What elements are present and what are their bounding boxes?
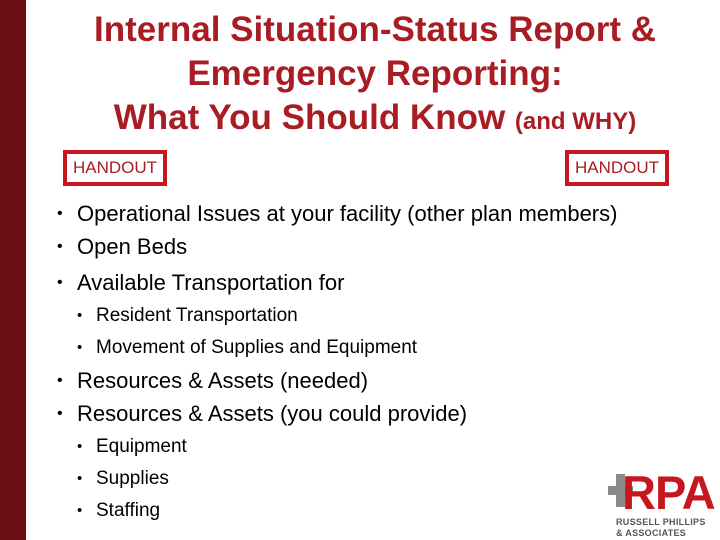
bullet-dot-icon: • xyxy=(57,238,63,255)
sub-bullet-text: Equipment xyxy=(96,436,187,457)
bullet-item xyxy=(57,268,344,298)
bullet-text: Open Beds xyxy=(77,234,188,259)
handout-label-right: HANDOUT xyxy=(565,150,669,186)
bullet-text: Resources & Assets (you could provide) xyxy=(77,401,468,426)
bullet-item xyxy=(57,199,617,229)
sub-bullet-dot-icon: • xyxy=(77,307,83,324)
handout-label-left: HANDOUT xyxy=(63,150,167,186)
bullet-text: Operational Issues at your facility (other plan members) xyxy=(77,201,618,226)
title-line-3-suffix: (and WHY) xyxy=(514,108,637,135)
sub-bullet-dot-icon: • xyxy=(77,470,83,487)
logo-name-line-2: & ASSOCIATES xyxy=(616,528,687,538)
sub-bullet-text: Resident Transportation xyxy=(96,305,298,326)
sub-bullet-dot-icon: • xyxy=(77,438,83,455)
sub-bullet-item xyxy=(77,498,160,524)
logo-letters: RPA xyxy=(622,466,715,519)
bullet-item xyxy=(57,399,467,429)
title-line-3-main: What You Should Know xyxy=(113,98,506,137)
sub-bullet-dot-icon: • xyxy=(77,339,83,356)
sub-bullet-item xyxy=(77,466,169,492)
bullet-text: Available Transportation for xyxy=(77,270,345,295)
bullet-dot-icon: • xyxy=(57,205,63,222)
title-line-2: Emergency Reporting: xyxy=(187,54,563,93)
rpa-logo xyxy=(608,466,720,538)
bullet-dot-icon: • xyxy=(57,274,63,291)
slide-sidebar-bar xyxy=(0,0,26,540)
sub-bullet-text: Supplies xyxy=(96,468,169,489)
bullet-item xyxy=(57,232,187,262)
bullet-item xyxy=(57,366,368,396)
logo-name-line-1: RUSSELL PHILLIPS xyxy=(616,517,706,527)
sub-bullet-dot-icon: • xyxy=(77,502,83,519)
bullet-dot-icon: • xyxy=(57,405,63,422)
sub-bullet-item xyxy=(77,434,187,460)
slide-title xyxy=(30,8,720,144)
sub-bullet-item xyxy=(77,303,298,329)
title-line-3 xyxy=(30,96,720,144)
sub-bullet-item xyxy=(77,335,417,361)
sub-bullet-text: Movement of Supplies and Equipment xyxy=(96,337,418,358)
title-line-1: Internal Situation-Status Report & xyxy=(94,10,656,49)
bullet-text: Resources & Assets (needed) xyxy=(77,368,369,393)
sub-bullet-text: Staffing xyxy=(96,500,161,521)
bullet-dot-icon: • xyxy=(57,372,63,389)
